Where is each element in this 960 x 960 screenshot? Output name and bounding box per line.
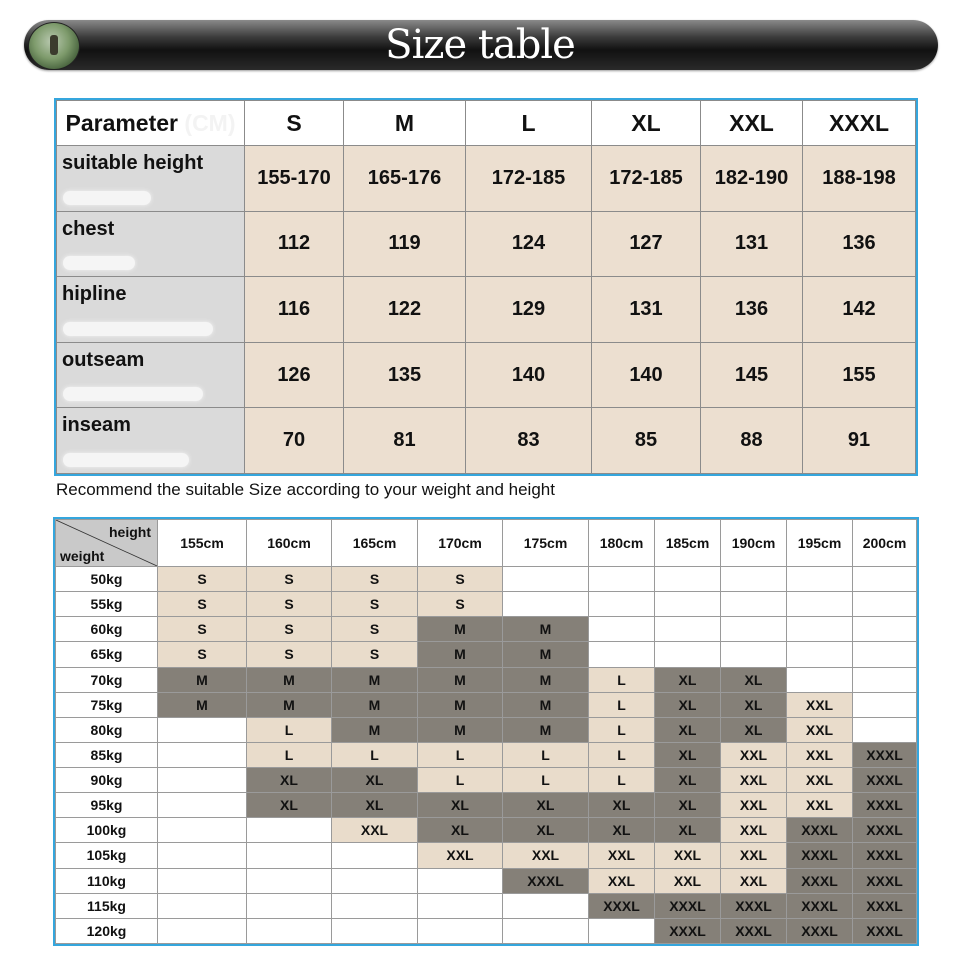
recommended-size-cell bbox=[655, 592, 721, 617]
row-label: suitable height bbox=[62, 152, 204, 174]
size-value-cell: 129 bbox=[466, 277, 592, 343]
recommended-size-cell: XXXL bbox=[853, 768, 917, 793]
recommended-size-cell bbox=[589, 592, 655, 617]
weight-row bbox=[56, 868, 917, 893]
size-value-cell: 165-176 bbox=[344, 146, 466, 212]
size-value-cell: 172-185 bbox=[466, 146, 592, 212]
recommended-size-cell: XXXL bbox=[853, 918, 917, 943]
recommended-size-cell: XL bbox=[655, 717, 721, 742]
blurred-translation bbox=[63, 191, 151, 205]
weight-row bbox=[56, 742, 917, 767]
recommended-size-cell: XXL bbox=[655, 868, 721, 893]
recommended-size-cell: M bbox=[503, 642, 589, 667]
recommended-size-cell bbox=[158, 793, 247, 818]
recommended-size-cell: S bbox=[418, 567, 503, 592]
recommended-size-cell: XXXL bbox=[721, 893, 787, 918]
recommended-size-cell: XXL bbox=[503, 843, 589, 868]
recommended-size-cell bbox=[158, 742, 247, 767]
blurred-translation bbox=[63, 453, 189, 467]
recommended-size-cell: XXXL bbox=[721, 918, 787, 943]
recommended-size-cell: XL bbox=[655, 768, 721, 793]
recommended-size-cell: XXXL bbox=[655, 918, 721, 943]
size-value-cell: 70 bbox=[245, 408, 344, 474]
recommended-size-cell: M bbox=[503, 667, 589, 692]
recommended-size-cell bbox=[418, 868, 503, 893]
recommended-size-cell bbox=[247, 893, 332, 918]
row-label-cell bbox=[57, 211, 245, 277]
recommended-size-cell: S bbox=[418, 592, 503, 617]
recommended-size-cell bbox=[787, 617, 853, 642]
weight-height-recommendation-table bbox=[53, 517, 919, 946]
recommended-size-cell: S bbox=[247, 567, 332, 592]
weight-label-cell: 55kg bbox=[56, 592, 158, 617]
recommended-size-cell: L bbox=[247, 717, 332, 742]
recommended-size-cell bbox=[418, 893, 503, 918]
height-header-cell: 200cm bbox=[853, 520, 917, 567]
recommended-size-cell: XL bbox=[247, 793, 332, 818]
recommended-size-cell bbox=[721, 642, 787, 667]
recommended-size-cell bbox=[787, 667, 853, 692]
recommended-size-cell: S bbox=[158, 642, 247, 667]
recommended-size-cell: XL bbox=[503, 818, 589, 843]
weight-row bbox=[56, 567, 917, 592]
corner-weight-label: weight bbox=[60, 548, 105, 564]
recommended-size-cell: XXL bbox=[721, 818, 787, 843]
parameter-unit: (CM) bbox=[184, 109, 236, 136]
size-row bbox=[57, 408, 916, 474]
recommended-size-cell bbox=[332, 868, 418, 893]
recommended-size-cell: XXL bbox=[787, 793, 853, 818]
size-header-xxl: XXL bbox=[701, 101, 803, 146]
size-header-s: S bbox=[245, 101, 344, 146]
recommended-size-cell: XXL bbox=[787, 717, 853, 742]
height-header-cell: 155cm bbox=[158, 520, 247, 567]
recommended-size-cell bbox=[853, 692, 917, 717]
weight-label-cell: 50kg bbox=[56, 567, 158, 592]
corner-height-label: height bbox=[109, 524, 151, 540]
weight-row bbox=[56, 843, 917, 868]
recommended-size-cell: XXXL bbox=[853, 742, 917, 767]
recommended-size-cell: XXL bbox=[332, 818, 418, 843]
recommended-size-cell: XL bbox=[721, 692, 787, 717]
height-header-cell: 195cm bbox=[787, 520, 853, 567]
recommended-size-cell: XXXL bbox=[787, 918, 853, 943]
recommended-size-cell: M bbox=[247, 692, 332, 717]
recommended-size-cell: L bbox=[589, 667, 655, 692]
recommended-size-cell: XL bbox=[655, 793, 721, 818]
size-value-cell: 182-190 bbox=[701, 146, 803, 212]
recommended-size-cell bbox=[787, 592, 853, 617]
height-header-cell: 170cm bbox=[418, 520, 503, 567]
size-value-cell: 136 bbox=[701, 277, 803, 343]
weight-row bbox=[56, 818, 917, 843]
recommended-size-cell bbox=[158, 717, 247, 742]
recommended-size-cell: M bbox=[247, 667, 332, 692]
row-label-cell bbox=[57, 146, 245, 212]
recommended-size-cell bbox=[721, 592, 787, 617]
recommended-size-cell: XXL bbox=[655, 843, 721, 868]
recommended-size-cell: XL bbox=[418, 793, 503, 818]
size-value-cell: 155 bbox=[803, 342, 916, 408]
recommended-size-cell: S bbox=[332, 642, 418, 667]
recommended-size-cell bbox=[247, 843, 332, 868]
size-row bbox=[57, 342, 916, 408]
size-header-xl: XL bbox=[592, 101, 701, 146]
weight-row bbox=[56, 893, 917, 918]
recommended-size-cell bbox=[853, 667, 917, 692]
recommended-size-cell: M bbox=[332, 692, 418, 717]
recommended-size-cell: XL bbox=[332, 768, 418, 793]
size-value-cell: 127 bbox=[592, 211, 701, 277]
recommended-size-cell: XXL bbox=[418, 843, 503, 868]
recommended-size-cell bbox=[655, 617, 721, 642]
row-label-cell bbox=[57, 342, 245, 408]
weight-label-cell: 120kg bbox=[56, 918, 158, 943]
size-value-cell: 172-185 bbox=[592, 146, 701, 212]
weight-row bbox=[56, 768, 917, 793]
size-value-cell: 142 bbox=[803, 277, 916, 343]
recommended-size-cell: XL bbox=[721, 667, 787, 692]
recommended-size-cell: L bbox=[589, 742, 655, 767]
weight-row bbox=[56, 617, 917, 642]
height-header-cell: 185cm bbox=[655, 520, 721, 567]
weight-row bbox=[56, 918, 917, 943]
recommended-size-cell: XXL bbox=[589, 843, 655, 868]
size-header-m: M bbox=[344, 101, 466, 146]
size-value-cell: 135 bbox=[344, 342, 466, 408]
recommended-size-cell: XL bbox=[655, 742, 721, 767]
recommended-size-cell: M bbox=[158, 667, 247, 692]
recommended-size-cell: XL bbox=[589, 793, 655, 818]
recommended-size-cell bbox=[158, 918, 247, 943]
row-label: inseam bbox=[62, 414, 131, 437]
row-label: chest bbox=[62, 217, 115, 240]
size-value-cell: 155-170 bbox=[245, 146, 344, 212]
recommended-size-cell bbox=[853, 642, 917, 667]
recommended-size-cell: S bbox=[332, 567, 418, 592]
recommended-size-cell: XXL bbox=[787, 768, 853, 793]
recommended-size-cell: XL bbox=[332, 793, 418, 818]
recommended-size-cell: XXXL bbox=[787, 818, 853, 843]
recommended-size-cell: XL bbox=[655, 667, 721, 692]
recommended-size-cell bbox=[503, 893, 589, 918]
size-value-cell: 131 bbox=[592, 277, 701, 343]
recommended-size-cell bbox=[158, 893, 247, 918]
recommended-size-cell: M bbox=[503, 617, 589, 642]
size-value-cell: 140 bbox=[592, 342, 701, 408]
recommended-size-cell bbox=[247, 918, 332, 943]
recommended-size-cell bbox=[721, 567, 787, 592]
blurred-translation bbox=[63, 387, 203, 401]
row-label: outseam bbox=[62, 348, 145, 371]
recommended-size-cell: XXXL bbox=[787, 893, 853, 918]
size-row bbox=[57, 277, 916, 343]
recommended-size-cell: XL bbox=[418, 818, 503, 843]
recommended-size-cell: S bbox=[158, 617, 247, 642]
size-value-cell: 122 bbox=[344, 277, 466, 343]
recommended-size-cell: M bbox=[418, 717, 503, 742]
recommended-size-cell bbox=[503, 567, 589, 592]
recommended-size-cell: M bbox=[418, 667, 503, 692]
recommended-size-cell: M bbox=[332, 717, 418, 742]
recommended-size-cell: S bbox=[158, 567, 247, 592]
recommended-size-cell: L bbox=[503, 742, 589, 767]
page-title: Size table bbox=[385, 22, 575, 68]
height-header-cell: 160cm bbox=[247, 520, 332, 567]
recommended-size-cell: XXXL bbox=[655, 893, 721, 918]
recommended-size-cell bbox=[655, 567, 721, 592]
size-value-cell: 126 bbox=[245, 342, 344, 408]
weight-row bbox=[56, 793, 917, 818]
recommended-size-cell: XXL bbox=[589, 868, 655, 893]
size-value-cell: 188-198 bbox=[803, 146, 916, 212]
size-value-cell: 131 bbox=[701, 211, 803, 277]
size-header-l: L bbox=[466, 101, 592, 146]
size-value-cell: 116 bbox=[245, 277, 344, 343]
recommended-size-cell: XXXL bbox=[787, 868, 853, 893]
weight-label-cell: 95kg bbox=[56, 793, 158, 818]
weight-label-cell: 100kg bbox=[56, 818, 158, 843]
recommended-size-cell: M bbox=[332, 667, 418, 692]
recommended-size-cell: XXXL bbox=[853, 843, 917, 868]
height-header-cell: 180cm bbox=[589, 520, 655, 567]
height-header-cell: 175cm bbox=[503, 520, 589, 567]
weight-row bbox=[56, 592, 917, 617]
recommended-size-cell: XXL bbox=[721, 793, 787, 818]
size-value-cell: 136 bbox=[803, 211, 916, 277]
size-value-cell: 83 bbox=[466, 408, 592, 474]
recommended-size-cell: XXL bbox=[721, 868, 787, 893]
weight-label-cell: 90kg bbox=[56, 768, 158, 793]
recommended-size-cell: S bbox=[247, 642, 332, 667]
recommended-size-cell bbox=[503, 918, 589, 943]
recommended-size-cell bbox=[853, 617, 917, 642]
size-header-row bbox=[57, 101, 916, 146]
recommended-size-cell: M bbox=[418, 642, 503, 667]
recommended-size-cell: L bbox=[503, 768, 589, 793]
recommended-size-cell: L bbox=[418, 742, 503, 767]
size-value-cell: 140 bbox=[466, 342, 592, 408]
size-value-cell: 91 bbox=[803, 408, 916, 474]
recommended-size-cell: XXL bbox=[787, 742, 853, 767]
row-label: hipline bbox=[62, 283, 127, 306]
recommended-size-cell: M bbox=[158, 692, 247, 717]
recommended-size-cell: S bbox=[158, 592, 247, 617]
weight-row bbox=[56, 692, 917, 717]
recommendation-caption: Recommend the suitable Size according to your weight and height bbox=[56, 480, 555, 499]
recommended-size-cell bbox=[589, 617, 655, 642]
weight-row bbox=[56, 667, 917, 692]
recommended-size-cell bbox=[589, 567, 655, 592]
weight-label-cell: 60kg bbox=[56, 617, 158, 642]
recommended-size-cell: XXXL bbox=[503, 868, 589, 893]
recommended-size-cell: M bbox=[503, 717, 589, 742]
recommended-size-cell bbox=[418, 918, 503, 943]
recommended-size-cell: XXXL bbox=[853, 868, 917, 893]
size-value-cell: 145 bbox=[701, 342, 803, 408]
recommended-size-cell: S bbox=[332, 617, 418, 642]
weight-label-cell: 75kg bbox=[56, 692, 158, 717]
row-label-cell bbox=[57, 408, 245, 474]
height-header-cell: 190cm bbox=[721, 520, 787, 567]
recommended-size-cell bbox=[332, 843, 418, 868]
recommended-size-cell bbox=[332, 893, 418, 918]
weight-label-cell: 115kg bbox=[56, 893, 158, 918]
weight-label-cell: 70kg bbox=[56, 667, 158, 692]
recommended-size-cell: S bbox=[332, 592, 418, 617]
recommended-size-cell: L bbox=[589, 717, 655, 742]
recommended-size-cell: XXXL bbox=[853, 793, 917, 818]
recommended-size-cell: L bbox=[589, 692, 655, 717]
blurred-translation bbox=[63, 322, 213, 336]
parameter-label: Parameter bbox=[65, 109, 179, 136]
size-value-cell: 119 bbox=[344, 211, 466, 277]
recommended-size-cell: L bbox=[418, 768, 503, 793]
recommended-size-cell: XL bbox=[503, 793, 589, 818]
weight-row bbox=[56, 642, 917, 667]
recommended-size-cell: XXXL bbox=[787, 843, 853, 868]
size-value-cell: 81 bbox=[344, 408, 466, 474]
recommended-size-cell bbox=[853, 592, 917, 617]
recommended-size-cell: XXXL bbox=[589, 893, 655, 918]
recommended-size-cell: XXXL bbox=[853, 893, 917, 918]
recommended-size-cell bbox=[158, 768, 247, 793]
size-value-cell: 112 bbox=[245, 211, 344, 277]
corner-header-cell bbox=[56, 520, 158, 567]
weight-label-cell: 110kg bbox=[56, 868, 158, 893]
recommended-size-cell: XL bbox=[721, 717, 787, 742]
recommended-size-cell bbox=[503, 592, 589, 617]
recommended-size-cell: XL bbox=[589, 818, 655, 843]
size-header-xxxl: XXXL bbox=[803, 101, 916, 146]
size-value-cell: 124 bbox=[466, 211, 592, 277]
height-header-row bbox=[56, 520, 917, 567]
weight-label-cell: 80kg bbox=[56, 717, 158, 742]
size-row bbox=[57, 146, 916, 212]
weight-row bbox=[56, 717, 917, 742]
recommended-size-cell: L bbox=[589, 768, 655, 793]
blurred-translation bbox=[63, 256, 135, 270]
recommended-size-cell: XL bbox=[655, 818, 721, 843]
recommended-size-cell: XXL bbox=[787, 692, 853, 717]
recommended-size-cell: L bbox=[247, 742, 332, 767]
recommended-size-cell bbox=[158, 868, 247, 893]
recommended-size-cell bbox=[589, 642, 655, 667]
recommended-size-cell bbox=[853, 717, 917, 742]
recommended-size-cell: XXXL bbox=[853, 818, 917, 843]
recommended-size-cell bbox=[787, 567, 853, 592]
row-label-cell bbox=[57, 277, 245, 343]
recommended-size-cell bbox=[158, 818, 247, 843]
recommended-size-cell bbox=[853, 567, 917, 592]
recommended-size-cell: XXL bbox=[721, 742, 787, 767]
recommended-size-cell bbox=[158, 843, 247, 868]
recommended-size-cell: XL bbox=[655, 692, 721, 717]
size-value-cell: 88 bbox=[701, 408, 803, 474]
size-value-cell: 85 bbox=[592, 408, 701, 474]
weight-label-cell: 65kg bbox=[56, 642, 158, 667]
recommended-size-cell: XL bbox=[247, 768, 332, 793]
weight-label-cell: 85kg bbox=[56, 742, 158, 767]
recommended-size-cell bbox=[332, 918, 418, 943]
recommended-size-cell: XXL bbox=[721, 843, 787, 868]
recommended-size-cell bbox=[247, 818, 332, 843]
size-parameter-table bbox=[54, 98, 918, 476]
recommended-size-cell: M bbox=[503, 692, 589, 717]
parameter-header bbox=[57, 101, 245, 146]
recommended-size-cell: M bbox=[418, 692, 503, 717]
recommended-size-cell bbox=[721, 617, 787, 642]
recommended-size-cell: XXL bbox=[721, 768, 787, 793]
recommended-size-cell: M bbox=[418, 617, 503, 642]
recommended-size-cell bbox=[787, 642, 853, 667]
recommended-size-cell bbox=[655, 642, 721, 667]
recommended-size-cell bbox=[247, 868, 332, 893]
size-row bbox=[57, 211, 916, 277]
recommended-size-cell: S bbox=[247, 617, 332, 642]
recommended-size-cell: L bbox=[332, 742, 418, 767]
height-header-cell: 165cm bbox=[332, 520, 418, 567]
recommended-size-cell: S bbox=[247, 592, 332, 617]
recommended-size-cell bbox=[589, 918, 655, 943]
weight-label-cell: 105kg bbox=[56, 843, 158, 868]
